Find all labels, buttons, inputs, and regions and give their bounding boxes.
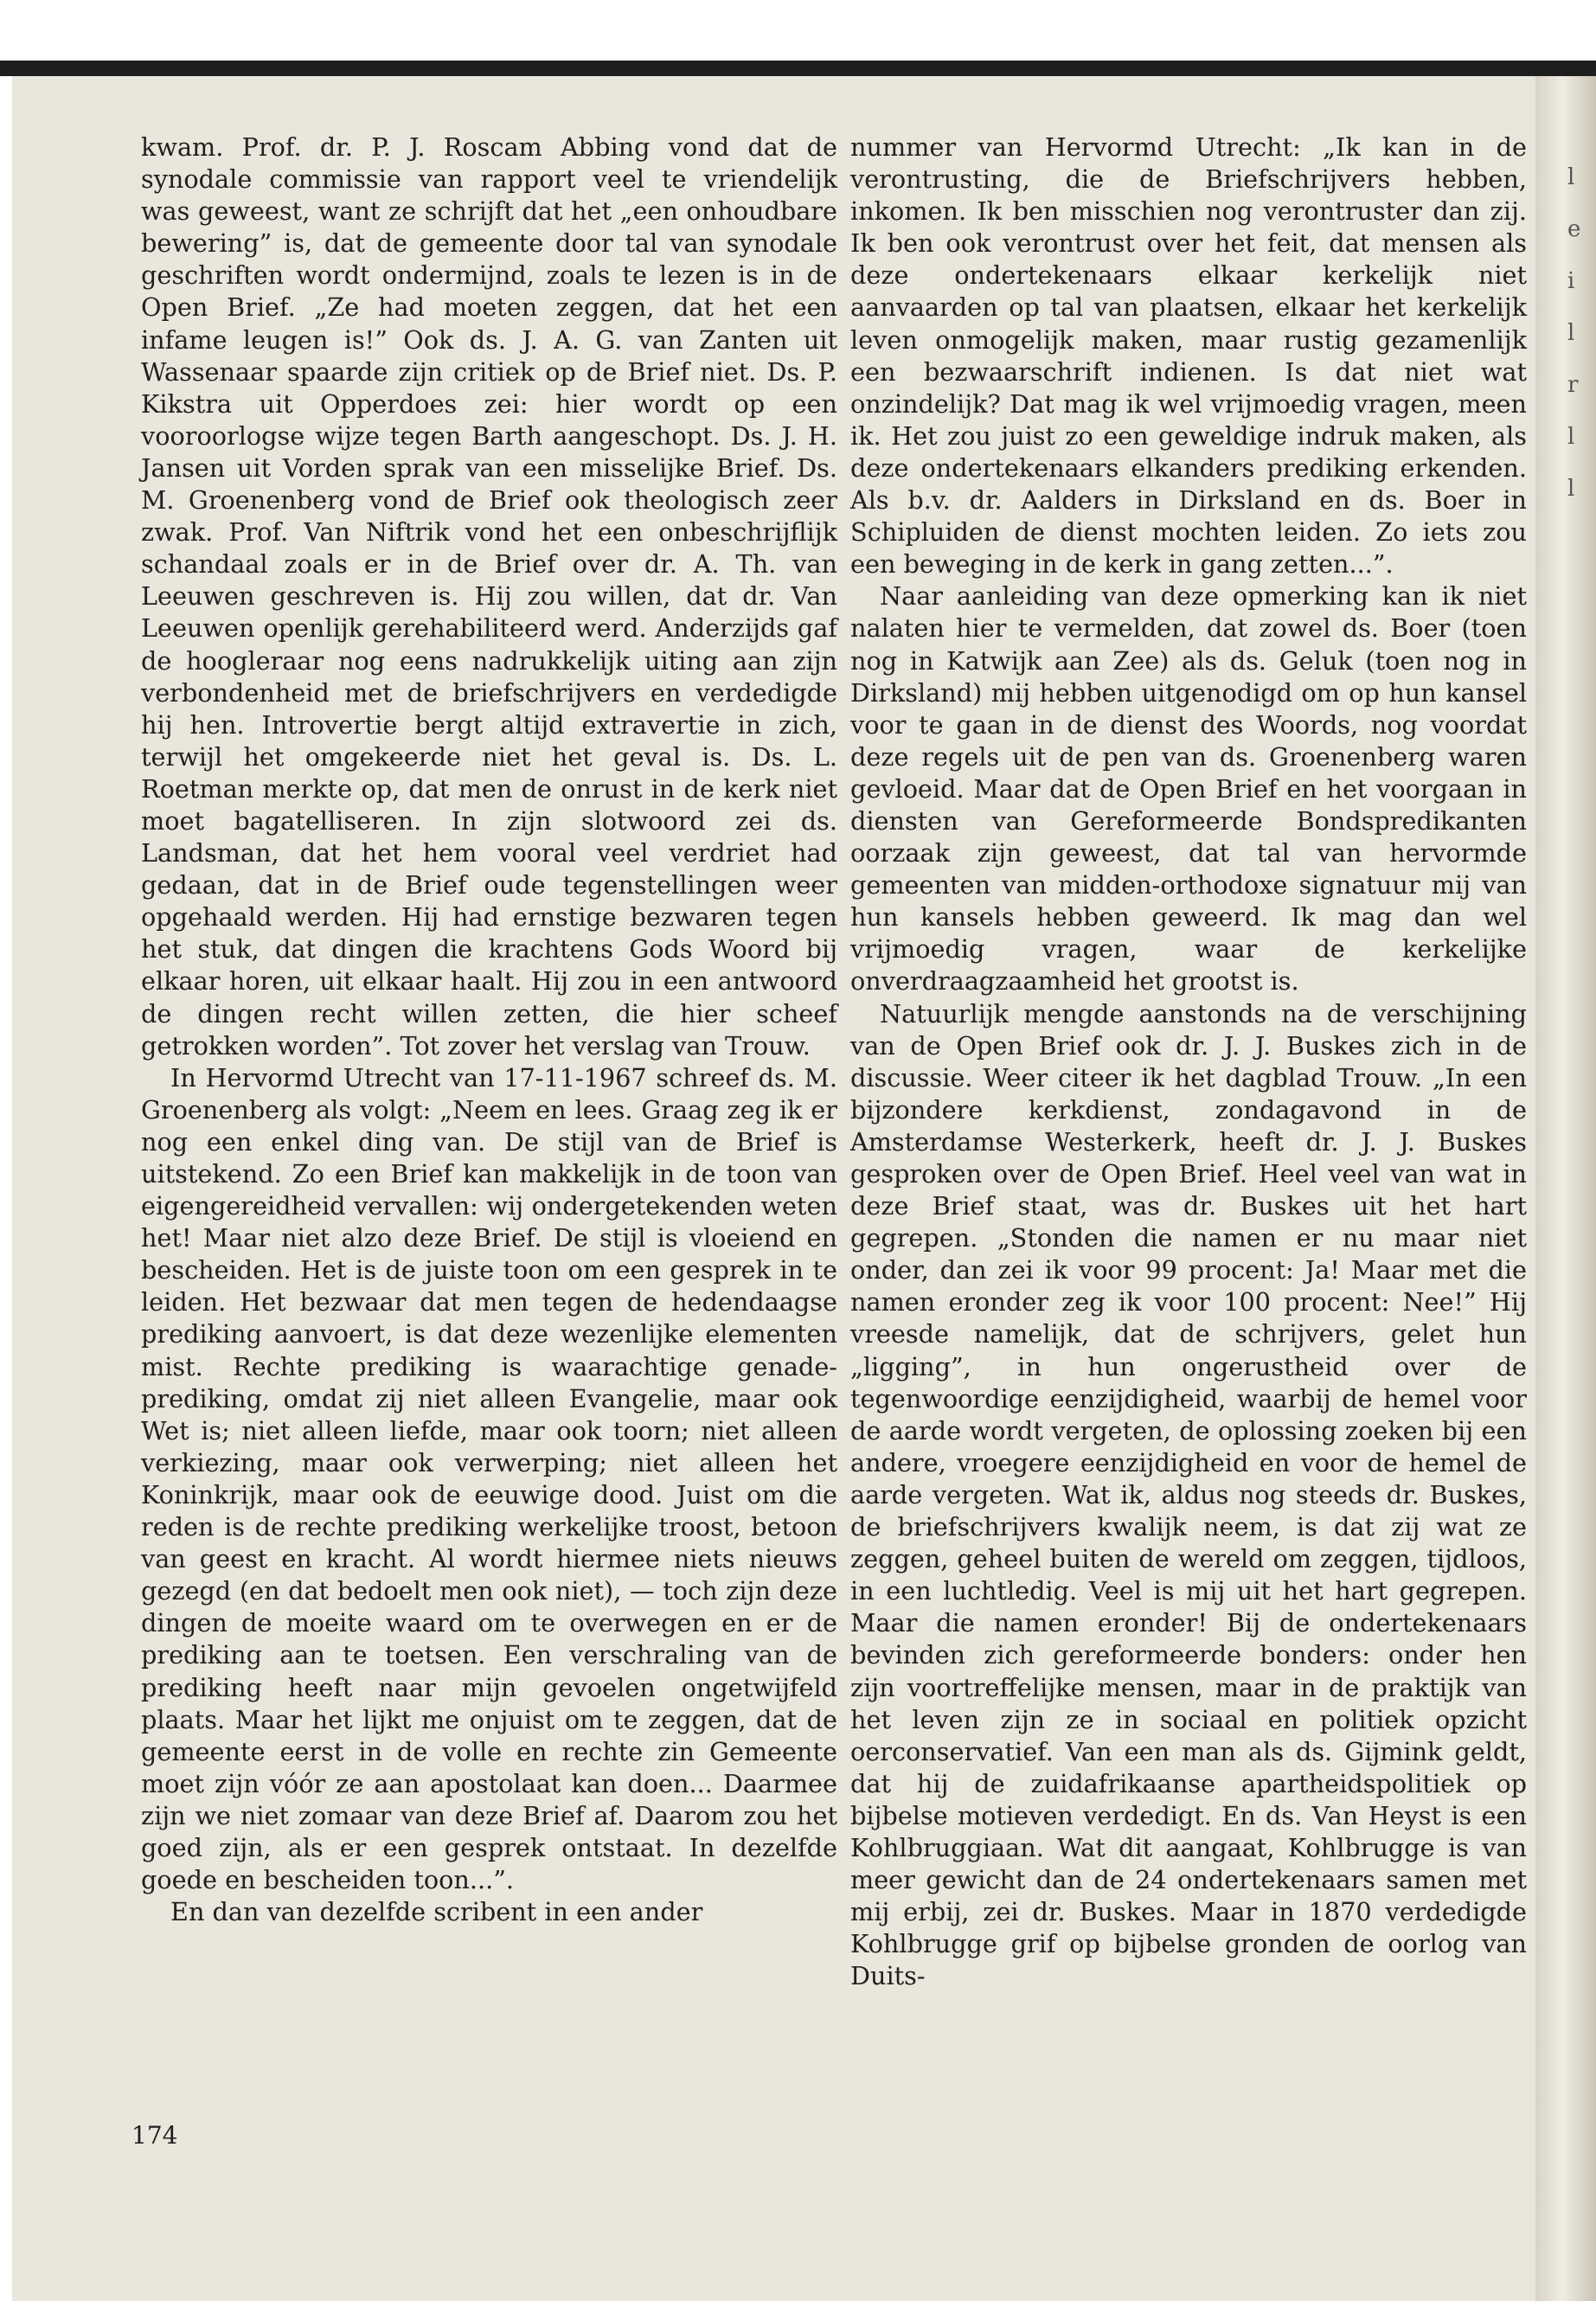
edge-letter: l	[1567, 320, 1575, 346]
left-text-column	[141, 131, 837, 1928]
next-page-edge-marks	[1567, 151, 1585, 515]
edge-letter: r	[1567, 372, 1579, 398]
scan-top-bar	[0, 61, 1596, 76]
edge-letter: e	[1567, 216, 1581, 242]
scan-top-margin	[0, 0, 1596, 61]
edge-letter: i	[1567, 268, 1575, 294]
page-number: 174	[131, 2121, 178, 2150]
left-paragraph-1: kwam. Prof. dr. P. J. Roscam Abbing vond dat de synodale commissie van rapport veel te vriendelijk was geweest, want ze schrijft dat het „een onhoudbare bewering” is, dat de gemeente door tal van synodale geschriften wordt ondermijnd, zoals te lezen is in de Open Brief. „Ze had moeten zeggen, dat het een infame leugen is!” Ook ds. J. A. G. van Zanten uit Wassenaar spaarde zijn critiek op de Brief niet. Ds. P. Kikstra uit Opperdoes zei: hier wordt op een vooroorlogse wijze tegen Barth aangeschopt. Ds. J. H. Jansen uit Vorden sprak van een misselijke Brief. Ds. M. Groenenberg vond de Brief ook theologisch zeer zwak. Prof. Van Niftrik vond het een onbeschrijflijk schandaal zoals er in de Brief over dr. A. Th. van Leeuwen geschreven is. Hij zou willen, dat dr. Van Leeuwen openlijk gerehabiliteerd werd. Anderzijds gaf de hoogleraar nog eens nadrukkelijk uiting aan zijn verbondenheid met de briefschrijvers en verdedigde hij hen. Introvertie bergt altijd extravertie in zich, terwijl het omgekeerde niet het geval is. Ds. L. Roetman merkte op, dat men de onrust in de kerk niet moet bagatelliseren. In zijn slotwoord zei ds. Landsman, dat het hem vooral veel verdriet had gedaan, dat in de Brief oude tegenstellingen weer opgehaald werden. Hij had ernstige bezwaren tegen het stuk, dat dingen die krachtens Gods Woord bij elkaar horen, uit elkaar haalt. Hij zou in een antwoord de dingen recht willen zetten, die hier scheef getrokken worden”. Tot zover het verslag van Trouw.	[141, 132, 837, 1061]
page-fold-edge	[1535, 76, 1596, 2301]
right-paragraph-2: Naar aanleiding van deze opmerking kan ik niet nalaten hier te vermelden, dat zowel ds. Boer (toen nog in Katwijk aan Zee) als ds. Geluk (toen nog in Dirksland) mij hebben uitgenodigd om op hun kansel voor te gaan in de dienst des Woords, nog voordat deze regels uit de pen van ds. Groenenberg waren gevloeid. Maar dat de Open Brief en het voorgaan in diensten van Gereformeerde Bondspredikanten oorzaak zijn geweest, dat tal van hervormde gemeenten van midden-orthodoxe signatuur mij van hun kansels hebben geweerd. Ik mag dan wel vrijmoedig vragen, waar de kerkelijke onverdraagzaamheid het grootst is.	[850, 581, 1527, 997]
edge-letter: l	[1567, 424, 1575, 450]
edge-letter: l	[1567, 164, 1575, 190]
left-paragraph-3: En dan van dezelfde scribent in een ander	[170, 1897, 703, 1927]
edge-letter: l	[1567, 476, 1575, 502]
right-paragraph-3: Natuurlijk mengde aanstonds na de verschijning van de Open Brief ook dr. J. J. Buskes zich in de discussie. Weer citeer ik het dagblad Trouw. „In een bijzondere kerkdienst, zondagavond in de Amsterdamse Westerkerk, heeft dr. J. J. Buskes gesproken over de Open Brief. Heel veel van wat in deze Brief staat, was dr. Buskes uit het hart gegrepen. „Stonden die namen er nu maar niet onder, dan zei ik voor 99 procent: Ja! Maar met die namen eronder zeg ik voor 100 procent: Nee!” Hij vreesde namelijk, dat de schrijvers, gelet hun „ligging”, in hun ongerustheid over de tegenwoordige eenzijdigheid, waarbij de hemel voor de aarde wordt vergeten, de oplossing zoeken bij een andere, vroegere eenzijdigheid en voor de hemel de aarde vergeten. Wat ik, aldus nog steeds dr. Buskes, de briefschrijvers kwalijk neem, is dat zij wat ze zeggen, geheel buiten de wereld om zeggen, tijdloos, in een luchtledig. Veel is mij uit het hart gegrepen. Maar die namen eronder! Bij de ondertekenaars bevinden zich gereformeerde bonders: onder hen zijn voortreffelijke mensen, maar in de praktijk van het leven zijn ze in sociaal en politiek opzicht oerconservatief. Van een man als ds. Gijmink geldt, dat hij de zuidafrikaanse apartheidspolitiek op bijbelse motieven verdedigt. En ds. Van Heyst is een Kohlbruggiaan. Wat dit aangaat, Kohlbrugge is van meer gewicht dan de 24 ondertekenaars samen met mij erbij, zei dr. Buskes. Maar in 1870 verdedigde Kohlbrugge grif op bijbelse gronden de oorlog van Duits-	[850, 998, 1527, 1991]
left-paragraph-2: In Hervormd Utrecht van 17-11-1967 schreef ds. M. Groenenberg als volgt: „Neem en lees. Graag zeg ik er nog een enkel ding van. De stijl van de Brief is uitstekend. Zo een Brief kan makkelijk in de toon van eigengereidheid vervallen: wij ondergetekenden weten het! Maar niet alzo deze Brief. De stijl is vloeiend en bescheiden. Het is de juiste toon om een gesprek in te leiden. Het bezwaar dat men tegen de hedendaagse prediking aanvoert, is dat deze wezenlijke elementen mist. Rechte prediking is waarachtige genade-prediking, omdat zij niet alleen Evangelie, maar ook Wet is; niet alleen liefde, maar ook toorn; niet alleen verkiezing, maar ook verwerping; niet alleen het Koninkrijk, maar ook de eeuwige dood. Juist om die reden is de rechte prediking werkelijke troost, betoon van geest en kracht. Al wordt hiermee niets nieuws gezegd (en dat bedoelt men ook niet), — toch zijn deze dingen de moeite waard om te overwegen en er de prediking aan te toetsen. Een verschraling van de prediking heeft naar mijn gevoelen ongetwijfeld plaats. Maar het lijkt me onjuist om te zeggen, dat de gemeente eerst in de volle en rechte zin Gemeente moet zijn vóór ze aan apostolaat kan doen... Daarmee zijn we niet zomaar van deze Brief af. Daarom zou het goed zijn, als er een gesprek ontstaat. In dezelfde goede en bescheiden toon...”.	[141, 1062, 837, 1895]
right-text-column	[850, 131, 1527, 1992]
right-paragraph-1: nummer van Hervormd Utrecht: „Ik kan in de verontrusting, die de Briefschrijvers hebben, inkomen. Ik ben misschien nog verontruster dan zij. Ik ben ook verontrust over het feit, dat mensen als deze ondertekenaars elkaar kerkelijk niet aanvaarden op tal van plaatsen, elkaar het kerkelijk leven onmogelijk maken, maar rustig gezamenlijk een bezwaarschrift indienen. Is dat niet wat onzindelijk? Dat mag ik wel vrijmoedig vragen, meen ik. Het zou juist zo een geweldige indruk maken, als deze ondertekenaars elkanders prediking erkenden. Als b.v. dr. Aalders in Dirksland en ds. Boer in Schipluiden de dienst mochten leiden. Zo iets zou een beweging in de kerk in gang zetten...”.	[850, 132, 1527, 580]
